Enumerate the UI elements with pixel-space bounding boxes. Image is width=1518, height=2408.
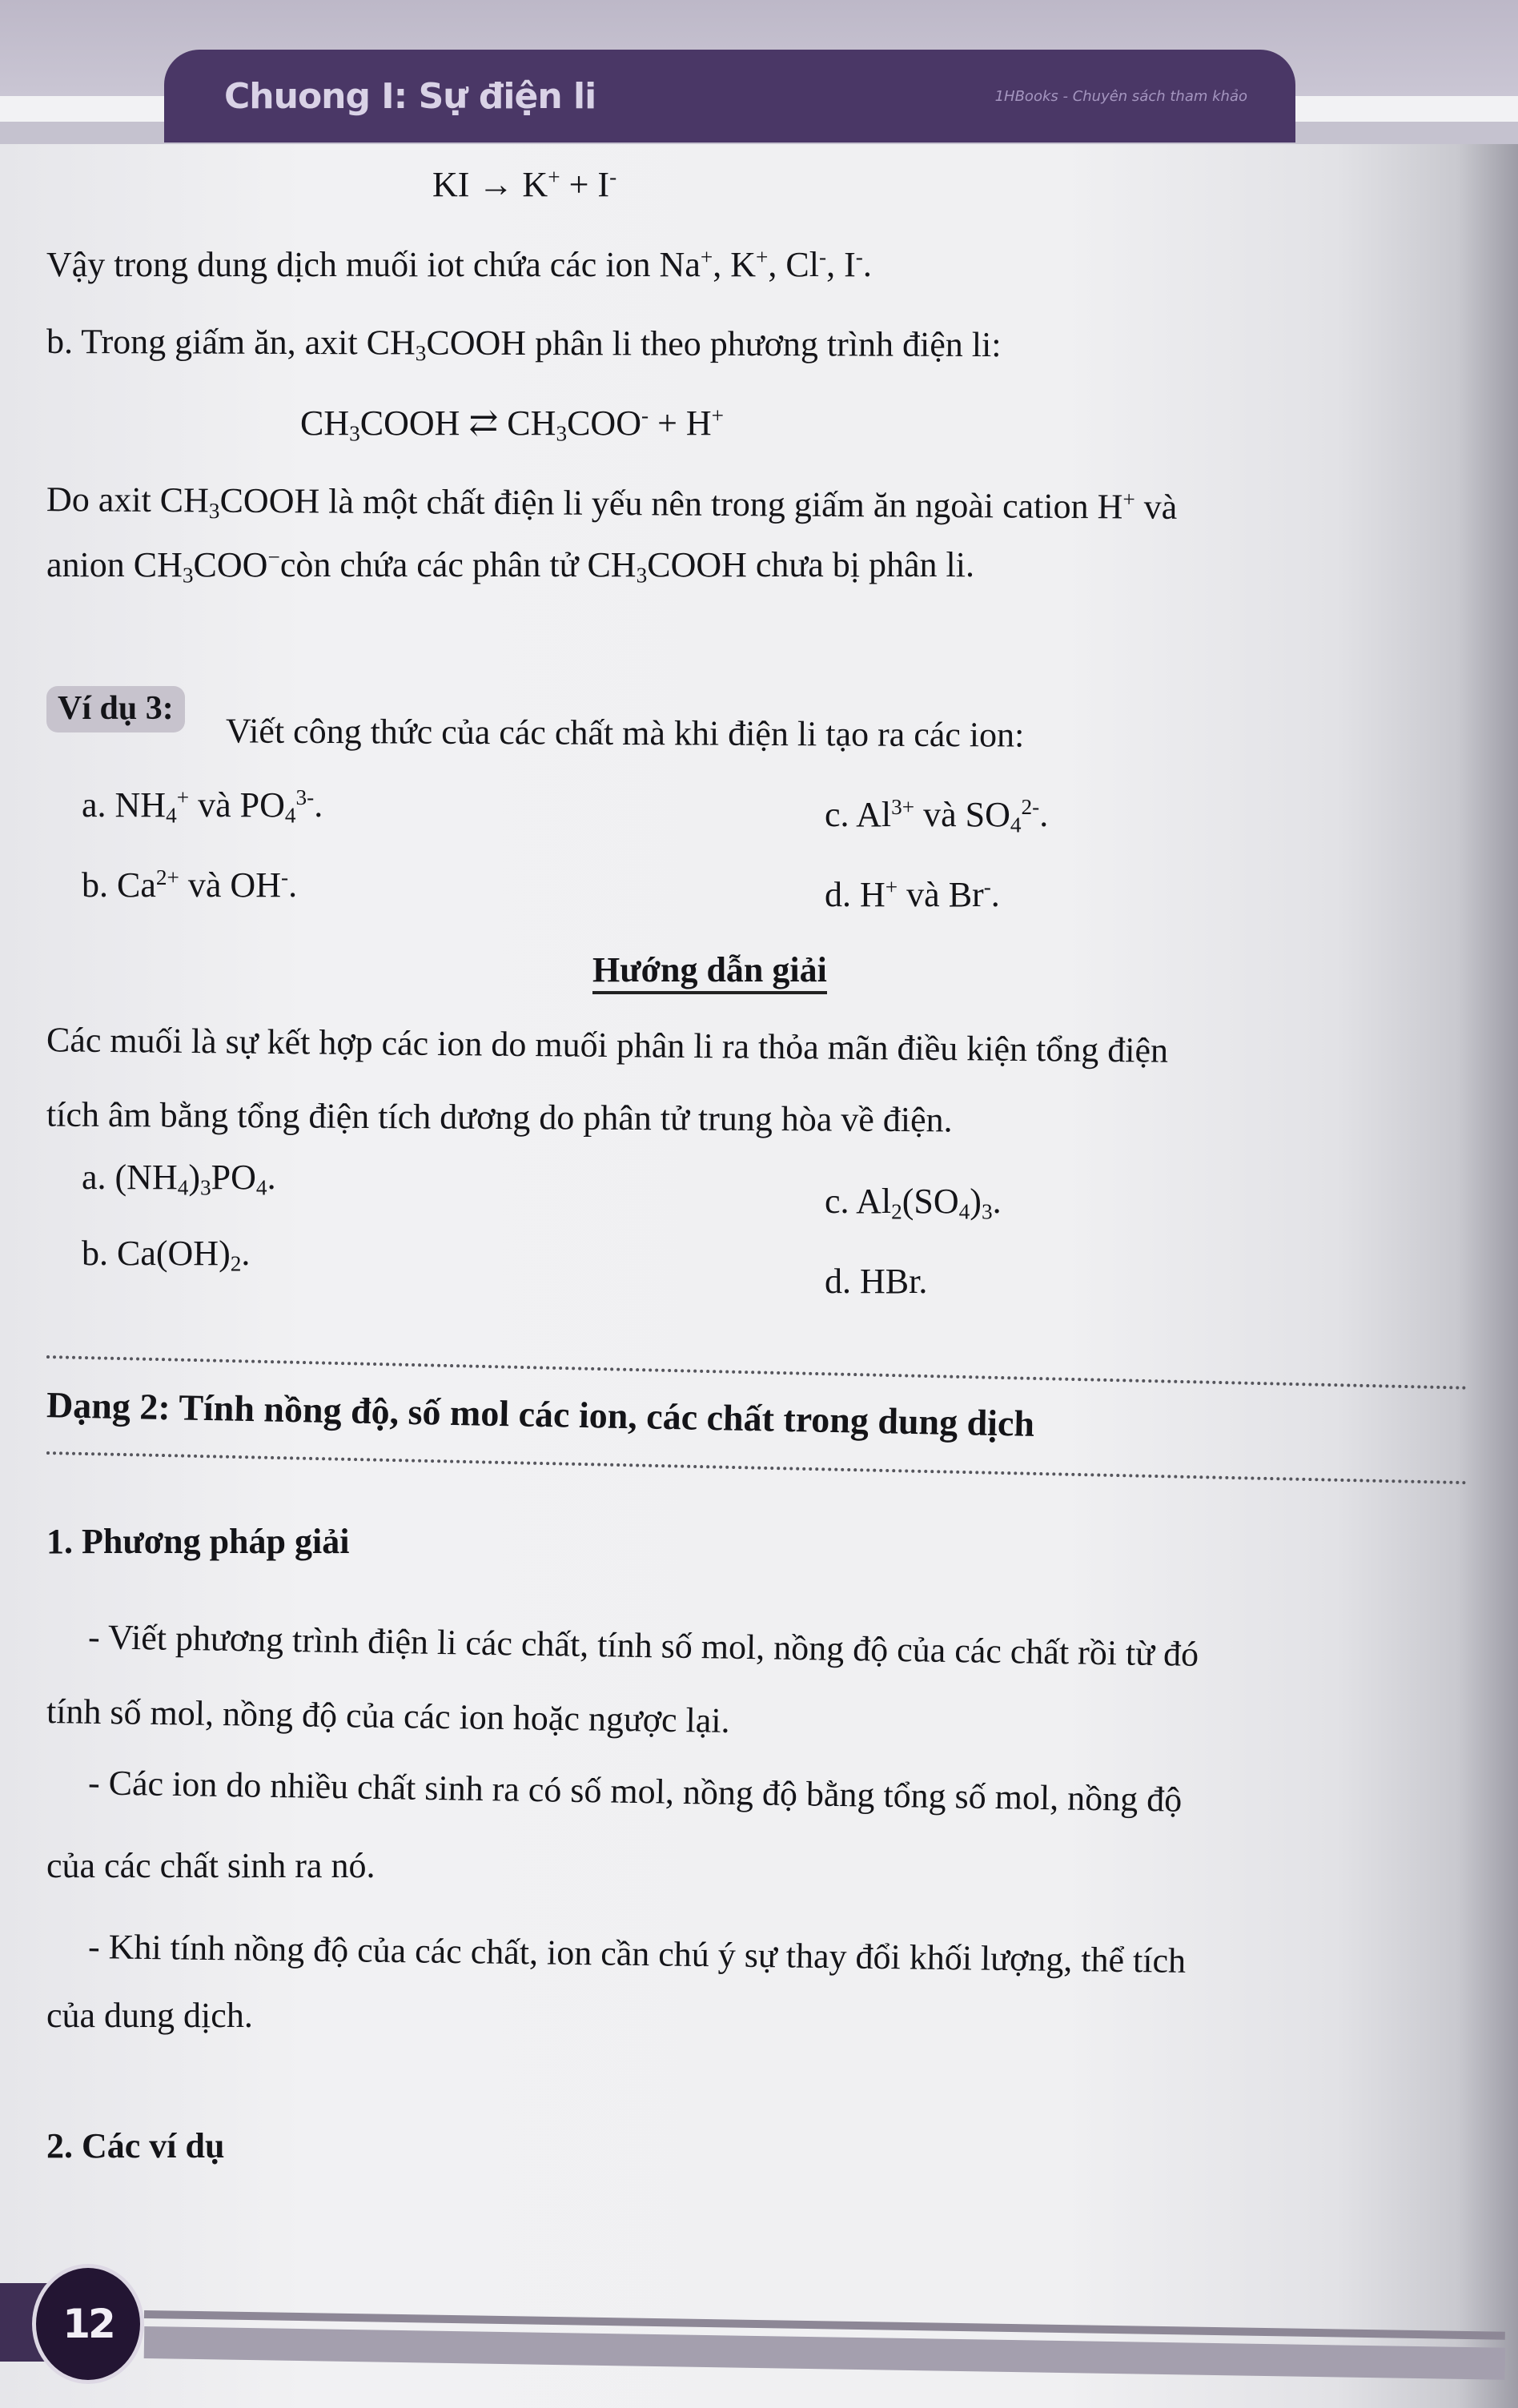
example-option-b: b. $Ca^{2+}$ và OH-. xyxy=(82,865,298,905)
method-bullet-1-line2: tính số mol, nồng độ của các ion hoặc ngược lại. xyxy=(46,1692,730,1740)
answer-c: c. $Al_2(SO_4)_3$. xyxy=(825,1182,1002,1224)
method-bullet-1-line1: - Viết phương trình điện li các chất, tính số mol, nồng độ của các chất rồi từ đó xyxy=(87,1617,1199,1674)
section-divider-top xyxy=(46,1355,1468,1390)
example-option-d: d. H+ và Br-. xyxy=(825,875,1000,914)
example-option-a: a. $NH_4^+$ và $PO_4^{3-}$. xyxy=(82,785,323,828)
example-3-prompt: Viết công thức của các chất mà khi điện li tạo ra các ion: xyxy=(225,711,1025,755)
acetic-acid-equation: $CH_3COOH$ ⇄ $CH_3COO^- + H^+$ xyxy=(300,403,725,446)
method-bullet-3-line2: của dung dịch. xyxy=(46,1996,253,2035)
part-b-explanation-line2: anion $CH_3COO^-còn$ chứa các phân tử $CH_3COOH$ chưa bị phân li. xyxy=(46,545,975,588)
answer-a: a. $(NH_4)_3PO_4$. xyxy=(82,1158,276,1200)
solution-text-line1: Các muối là sự kết hợp các ion do muối phân li ra thỏa mãn điều kiện tổng điện xyxy=(46,1020,1169,1070)
example-3-badge: Ví dụ 3: xyxy=(46,686,185,732)
method-heading: 1. Phương pháp giải xyxy=(46,1522,350,1561)
method-bullet-2-line1: - Các ion do nhiều chất sinh ra có số mol, nồng độ bằng tổng số mol, nồng độ xyxy=(87,1763,1183,1820)
part-b-intro: b. Trong giấm ăn, axit $CH_3COOH$ phân li theo phương trình điện li: xyxy=(46,321,1002,366)
conclusion-part-a: Vậy trong dung dịch muối iot chứa các ion Na+, K+, Cl-, I-. xyxy=(46,245,872,284)
publisher-tagline: 1HBooks - Chuyên sách tham khảo xyxy=(994,87,1247,105)
examples-heading: 2. Các ví dụ xyxy=(46,2126,225,2165)
chapter-header xyxy=(164,50,1295,142)
answer-d: d. HBr. xyxy=(825,1262,928,1301)
example-option-c: c. $Al^{3+}$ và $SO_4^{2-}$. xyxy=(825,795,1049,837)
page-number-badge xyxy=(32,2264,144,2384)
ki-equation: KI → K+ + I- xyxy=(432,165,617,204)
section-2-title: Dạng 2: Tính nồng độ, số mol các ion, các chất trong dung dịch xyxy=(46,1384,1035,1444)
section-divider-bottom xyxy=(46,1451,1468,1484)
method-bullet-2-line2: của các chất sinh ra nó. xyxy=(46,1846,375,1885)
page-number: 12 xyxy=(62,2301,114,2347)
solution-text-line2: tích âm bằng tổng điện tích dương do phân tử trung hòa về điện. xyxy=(46,1094,953,1140)
part-b-explanation-line1: Do axit $CH_3COOH$ là một chất điện li yếu nên trong giấm ăn ngoài cation H+ và xyxy=(46,480,1178,527)
solution-heading xyxy=(592,949,827,990)
method-bullet-3-line1: - Khi tính nồng độ của các chất, ion cần chú ý sự thay đổi khối lượng, thể tích xyxy=(87,1927,1187,1981)
answer-b: b. $Ca(OH)_2$. xyxy=(82,1234,251,1276)
solution-heading-text: Hướng dẫn giải xyxy=(592,950,827,994)
chapter-title: Chuong I: Sự điện li xyxy=(224,75,596,117)
